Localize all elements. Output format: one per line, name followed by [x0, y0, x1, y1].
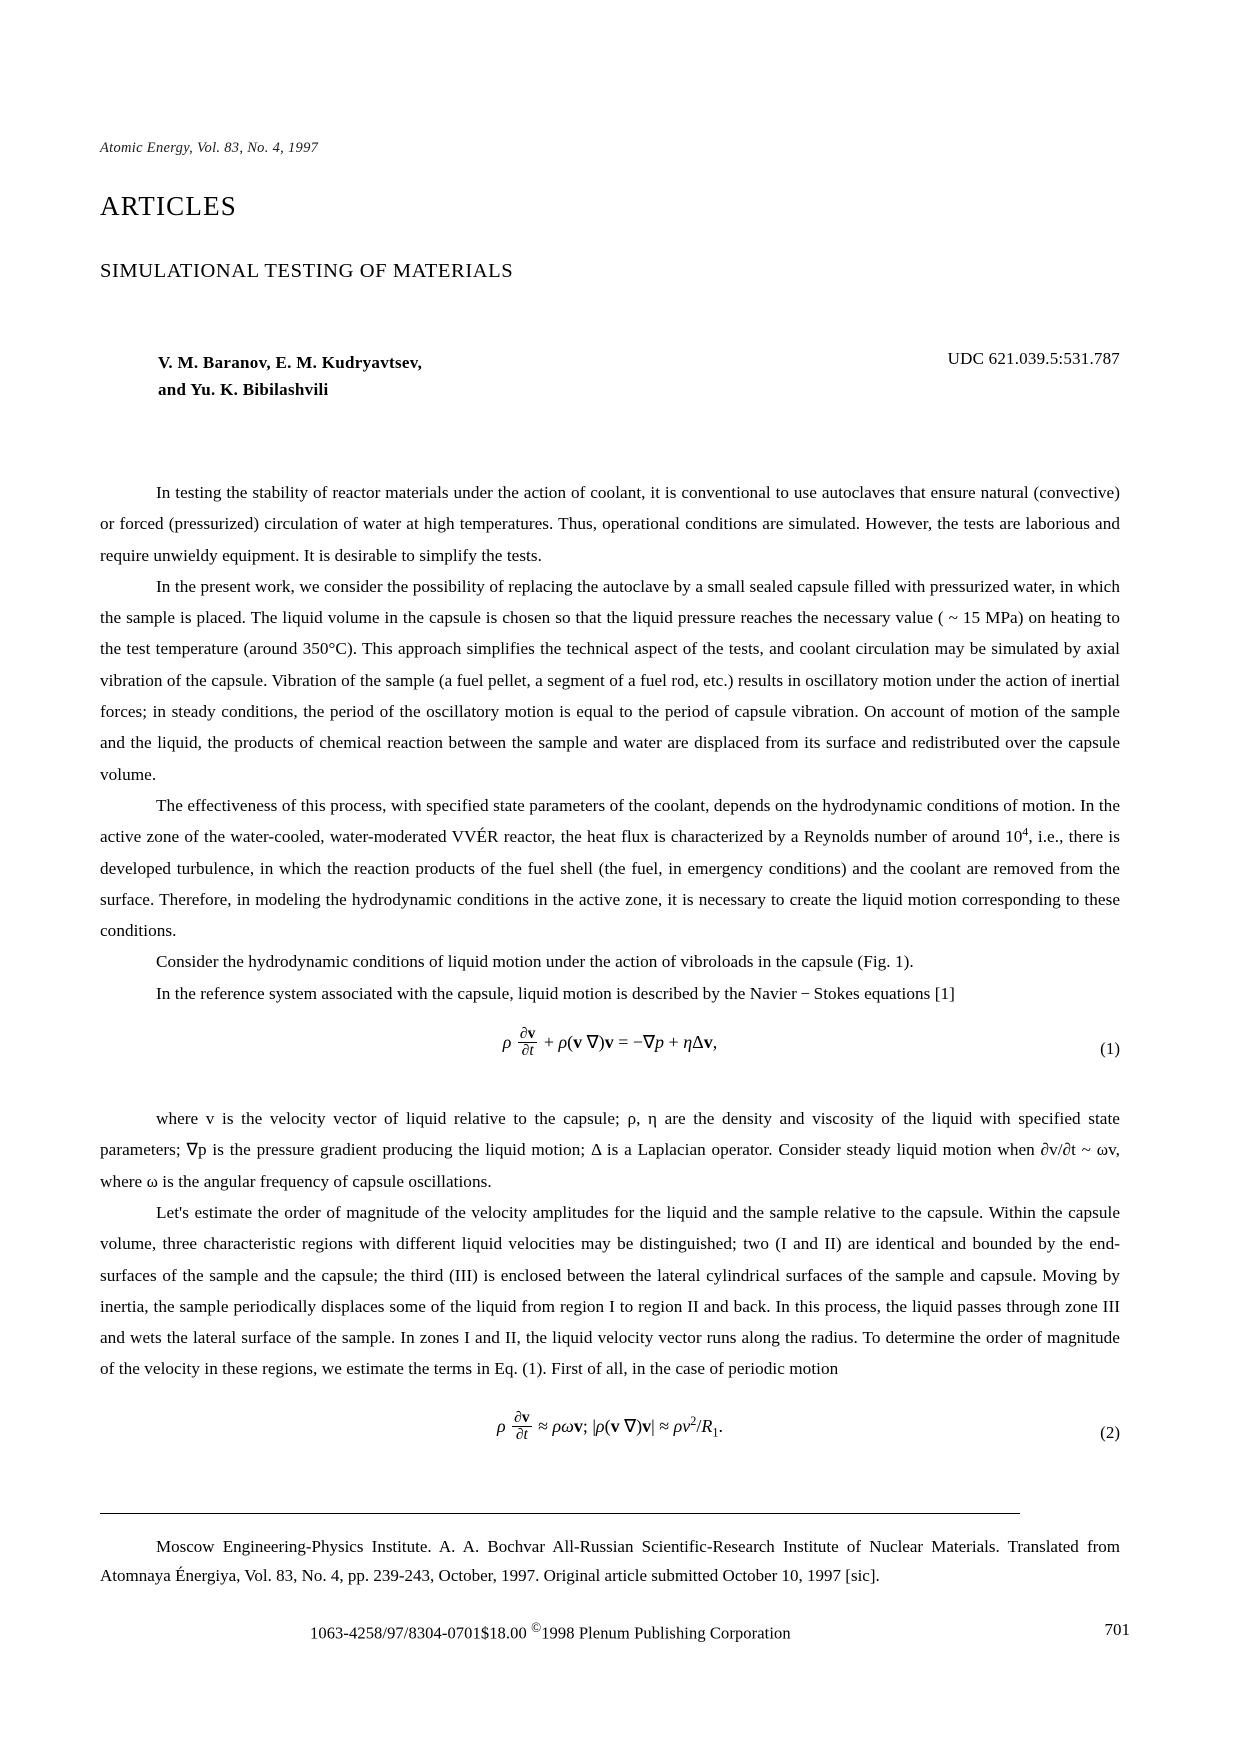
- publisher-text: 1998 Plenum Publishing Corporation: [541, 1623, 791, 1643]
- byline-row: [100, 349, 1120, 411]
- paragraph-1: In testing the stability of reactor materials under the action of coolant, it is conventional to use autoclaves that ensure natural (convective) or forced (pressurized) circulation of water at high temperatures. Thus, operational conditions are simulated. However, the tests are laborious and require unwieldy equipment. It is desirable to simplify the tests.: [100, 483, 1120, 565]
- paragraph-3-part-a: The effectiveness of this process, with specified state parameters of the coolant, depends on the hydrodynamic conditions of motion. In the active zone of the water-cooled, water-moderated VVÉR reactor, the heat flux is characterized by a Reynolds number of around 10: [100, 795, 1120, 847]
- page-content: [100, 140, 1120, 1590]
- authors-line-1: V. M. Baranov, E. M. Kudryavtsev,: [158, 353, 423, 372]
- equation-1-body: ρ $\frac{\partial v}{\partial t}$ + ρ(v ∇)v = −∇p + ηΔv,: [502, 1025, 718, 1060]
- article-title: SIMULATIONAL TESTING OF MATERIALS: [100, 260, 514, 282]
- equation-2-body: ρ $\frac{\partial v}{\partial t}$ ≈ ρωv; |ρ(v $\nabla)v| \approx \rho v^2/R_1$.: [497, 1408, 723, 1443]
- equation-1-number: (1): [1100, 1039, 1120, 1059]
- section-heading: ARTICLES: [100, 191, 237, 221]
- authors-block: [158, 349, 422, 403]
- page-number: 701: [1104, 1620, 1130, 1639]
- paragraph-2: In the present work, we consider the possibility of replacing the autoclave by a small sealed capsule filled with pressurized water, in which the sample is placed. The liquid volume in the capsule is chosen so that the liquid pressure reaches the necessary value ( ~ 15 MPa) on heating to the test temperature (around 350°C). This approach simplifies the technical aspect of the tests, and coolant circulation may be simulated by axial vibration of the capsule. Vibration of the sample (a fuel pellet, a segment of a fuel rod, etc.) results in oscillatory motion under the action of inertial forces; in steady conditions, the period of the oscillatory motion is equal to the period of capsule vibration. On account of motion of the sample and the liquid, the products of chemical reaction between the sample and water are displaced from its surface and redistributed over the capsule volume.: [100, 576, 1120, 784]
- paragraph-3: [100, 790, 1120, 946]
- copyright-symbol: ©: [531, 1620, 542, 1635]
- paragraph-5: In the reference system associated with the capsule, liquid motion is described by the Navier − Stokes equations [1]: [156, 983, 955, 1003]
- partial-derivative-fraction: $\frac{\partial v}{\partial t}$: [519, 1025, 536, 1060]
- equation-2-number: (2): [1100, 1422, 1120, 1442]
- paragraph-6: where v is the velocity vector of liquid relative to the capsule; ρ, η are the density and viscosity of the liquid with specified state parameters; ∇p is the pressure gradient producing the liquid motion; Δ is a Laplacian operator. Consider steady liquid motion when ∂v/∂t ~ ωv, where ω is the angular frequency of capsule oscillations.: [100, 1109, 1120, 1191]
- paragraph-3-part-b: , i.e., there is developed turbulence, in which the reaction products of the fuel shell (the fuel, in emergency conditions) and the coolant are removed from the surface. Therefore, in modeling the hydrodynamic conditions in the active zone, it is necessary to create the liquid motion corresponding to these conditions.: [100, 827, 1120, 941]
- paragraph-3-exponent: 4: [1022, 825, 1029, 839]
- equation-2-block: [100, 1408, 1120, 1467]
- equation-1-block: [100, 1027, 1120, 1083]
- footnote-block: [100, 1532, 1120, 1590]
- authors-line-2: and Yu. K. Bibilashvili: [158, 380, 329, 400]
- footnote-divider: [100, 1513, 1020, 1514]
- paragraph-7: Let's estimate the order of magnitude of the velocity amplitudes for the liquid and the sample relative to the capsule. Within the capsule volume, three characteristic regions with different liquid velocities may be distinguished; two (I and II) are identical and bounded by the end-surfaces of the sample and the capsule; the third (III) is enclosed between the lateral cylindrical surfaces of the sample and capsule. Moving by inertia, the sample periodically displaces some of the liquid from region I to region II and back. In this process, the liquid passes through zone III and wets the lateral surface of the sample. In zones I and II, the liquid velocity vector runs along the radius. To determine the order of magnitude of the velocity in these regions, we estimate the terms in Eq. (1). First of all, in the case of periodic motion: [100, 1202, 1120, 1379]
- issn-price: 1063-4258/97/8304-0701$18.00: [310, 1623, 527, 1643]
- paragraph-4: Consider the hydrodynamic conditions of liquid motion under the action of vibroloads in the capsule (Fig. 1).: [156, 952, 914, 972]
- udc-code: UDC 621.039.5:531.787: [947, 349, 1120, 368]
- partial-derivative-fraction-2: $\frac{\partial v}{\partial t}$: [514, 1408, 530, 1443]
- copyright-line: [310, 1620, 791, 1644]
- journal-citation-line: Atomic Energy, Vol. 83, No. 4, 1997: [100, 140, 319, 156]
- footnote-text: Moscow Engineering-Physics Institute. A. A. Bochvar All-Russian Scientific-Research Institute of Nuclear Materials. Translated from Atomnaya Énergiya, Vol. 83, No. 4, pp. 239-243, October, 1997. Original article submitted October 10, 1997 [sic].: [100, 1536, 1120, 1585]
